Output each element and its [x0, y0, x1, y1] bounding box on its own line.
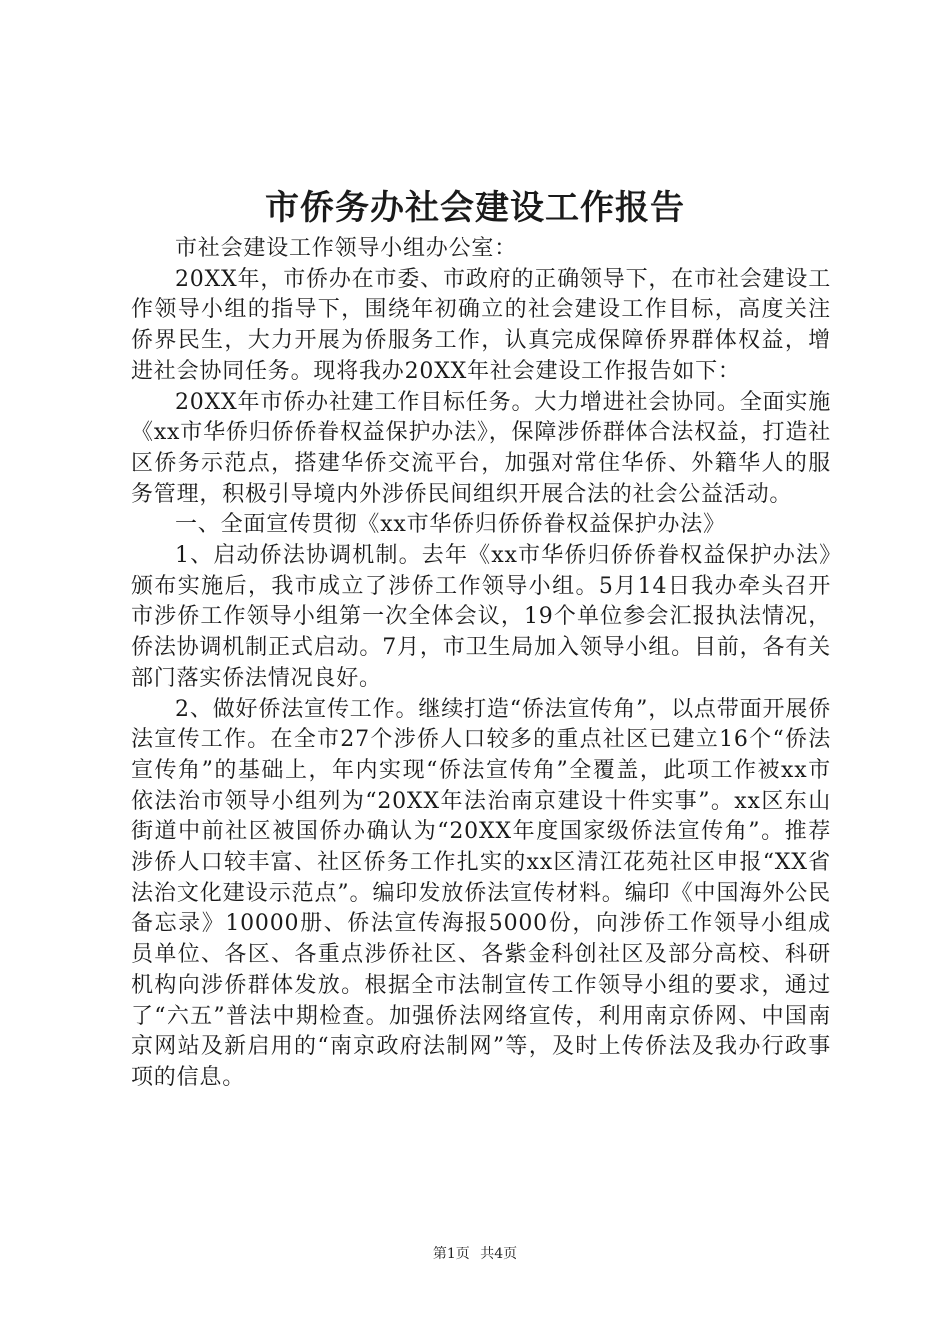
document-body	[131, 234, 831, 1094]
page-total: 共4页	[480, 1246, 518, 1262]
page-footer	[0, 1244, 950, 1264]
section-heading: 一、全面宣传贯彻《xx市华侨归侨侨眷权益保护办法》	[175, 512, 726, 538]
goals-paragraph: 20XX年市侨办社建工作目标任务。大力增进社会协同。全面实施《xx市华侨归侨侨眷权益保护办法》，保障涉侨群体合法权益，打造社区侨务示范点，搭建华侨交流平台，加强对常住华侨、外籍华人的服务管理，积极引导境内外涉侨民间组织开展合法的社会公益活动。	[131, 389, 831, 507]
intro-paragraph: 20XX年，市侨办在市委、市政府的正确领导下，在市社会建设工作领导小组的指导下，围绕年初确立的社会建设工作目标，高度关注侨界民生，大力开展为侨服务工作，认真完成保障侨界群体权益，增进社会协同任务。现将我办20XX年社会建设工作报告如下：	[131, 266, 831, 384]
document-title: 市侨务办社会建设工作报告	[265, 188, 685, 228]
item-2-paragraph: 2、做好侨法宣传工作。继续打造“侨法宣传角”，以点带面开展侨法宣传工作。在全市27个涉侨人口较多的重点社区已建立16个“侨法宣传角”的基础上，年内实现“侨法宣传角”全覆盖，此项工作被xx市依法治市领导小组列为“20XX年法治南京建设十件实事”。xx区东山街道中前社区被国侨办确认为“20XX年度国家级侨法宣传角”。推荐涉侨人口较丰富、社区侨务工作扎实的xx区清江花苑社区申报“XX省法治文化建设示范点”。编印发放侨法宣传材料。编印《中国海外公民备忘录》10000册、侨法宣传海报5000份，向涉侨工作领导小组成员单位、各区、各重点涉侨社区、各紫金科创社区及部分高校、科研机构向涉侨群体发放。根据全市法制宣传工作领导小组的要求，通过了“六五”普法中期检查。加强侨法网络宣传，利用南京侨网、中国南京网站及新启用的“南京政府法制网”等，及时上传侨法及我办行政事项的信息。	[131, 696, 831, 1090]
item-1-paragraph: 1、启动侨法协调机制。去年《xx市华侨归侨侨眷权益保护办法》颁布实施后，我市成立了涉侨工作领导小组。5月14日我办牵头召开市涉侨工作领导小组第一次全体会议，19个单位参会汇报执法情况，侨法协调机制正式启动。7月，市卫生局加入领导小组。目前，各有关部门落实侨法情况良好。	[131, 543, 831, 691]
page-number: 第1页	[432, 1246, 470, 1262]
salutation-paragraph: 市社会建设工作领导小组办公室：	[175, 236, 518, 261]
